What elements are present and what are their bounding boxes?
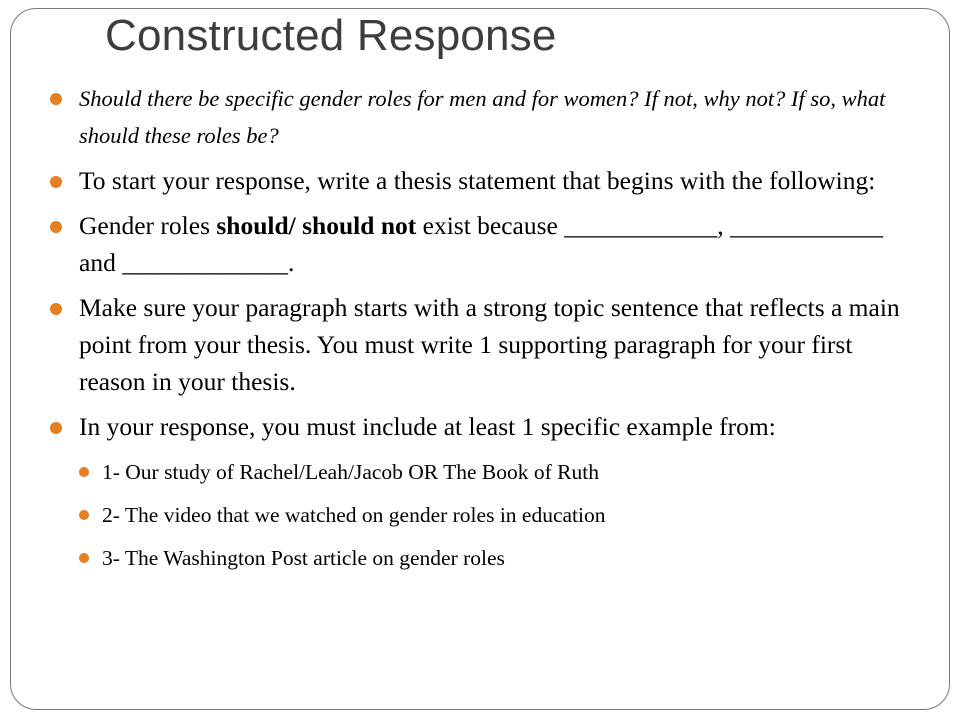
sub-bullet-dot-icon [79, 467, 89, 477]
sub-bullet-dot-icon [79, 553, 89, 563]
bullet-thesis-instruction [50, 162, 910, 199]
bullet-thesis-template [50, 207, 910, 281]
example-source-text: 3- The Washington Post article on gender roles [102, 546, 505, 570]
example-source-text: 1- Our study of Rachel/Leah/Jacob OR The Book of Ruth [102, 460, 599, 484]
bullet-dot-icon [50, 93, 62, 105]
thesis-template-lead: Gender roles [79, 211, 217, 240]
bullet-example-instruction [50, 408, 910, 580]
bullet-dot-icon [50, 176, 62, 188]
bullet-thesis-instruction-text: To start your response, write a thesis statement that begins with the following: [79, 166, 876, 195]
bullet-paragraph-instruction-text: Make sure your paragraph starts with a strong topic sentence that reflects a main point from your thesis. You must write 1 supporting paragraph for your first reason in your thesis. [79, 293, 900, 396]
example-source-text: 2- The video that we watched on gender roles in education [102, 503, 606, 527]
example-source-item [79, 494, 910, 537]
bullet-question-text: Should there be specific gender roles for men and for women? If not, why not? If so, what should these roles be? [79, 86, 886, 148]
example-source-item [79, 537, 910, 580]
sub-bullet-dot-icon [79, 510, 89, 520]
bullet-dot-icon [50, 303, 62, 315]
bullet-example-instruction-text: In your response, you must include at least 1 specific example from: [79, 412, 776, 441]
example-source-item [79, 451, 910, 494]
bullet-paragraph-instruction [50, 289, 910, 400]
bullet-question [50, 80, 910, 154]
bullet-list [50, 80, 910, 588]
thesis-template-rest: exist because ____________, ____________ and _____________. [79, 211, 883, 277]
slide-title: Constructed Response [105, 11, 557, 60]
bullet-dot-icon [50, 422, 62, 434]
example-source-list [79, 451, 910, 580]
thesis-template-choice: should/ should not [216, 211, 417, 240]
bullet-dot-icon [50, 221, 62, 233]
